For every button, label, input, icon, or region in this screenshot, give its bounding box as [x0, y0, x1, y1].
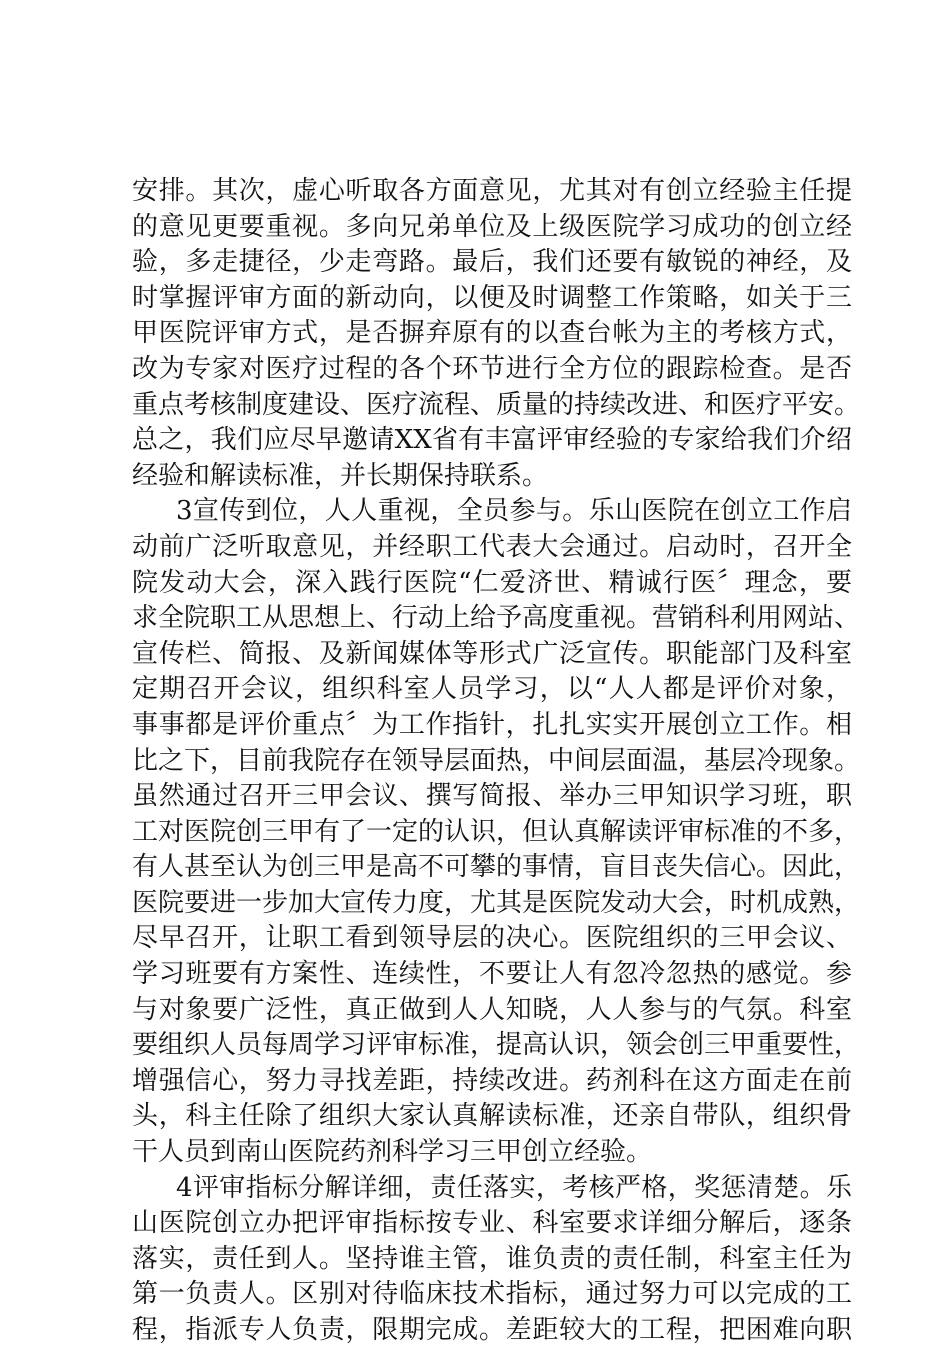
text-line: 总之，我们应尽早邀请XX省有丰富评审经验的专家给我们介绍: [132, 425, 852, 456]
text-line: 增强信心，努力寻找差距，持续改进。药剂科在这方面走在前: [132, 1065, 852, 1096]
text-line: 有人甚至认为创三甲是高不可攀的事情，盲目丧失信心。因此，: [132, 852, 861, 883]
text-line: 头，科主任除了组织大家认真解读标准，还亲自带队，组织骨: [132, 1101, 852, 1132]
text-line: 事事都是评价重点〞为工作指针，扎扎实实开展创立工作。相: [132, 709, 852, 740]
paragraph-start-line: 4评审指标分解详细，责任落实，考核严格，奖惩清楚。乐: [176, 1172, 852, 1203]
text-line: 验，多走捷径，少走弯路。最后，我们还要有敏锐的神经，及: [132, 247, 852, 278]
text-line: 甲医院评审方式，是否摒弃原有的以查台帐为主的考核方式，: [132, 318, 852, 349]
text-line: 院发动大会，深入践行医院“仁爱济世、精诚行医〞理念，要: [132, 567, 852, 598]
text-line: 的意见更要重视。多向兄弟单位及上级医院学习成功的创立经: [132, 211, 852, 242]
text-line: 求全院职工从思想上、行动上给予高度重视。营销科利用网站、: [132, 603, 861, 634]
text-line: 工对医院创三甲有了一定的认识，但认真解读评审标准的不多，: [132, 816, 861, 847]
text-line: 比之下，目前我院存在领导层面热，中间层面温，基层冷现象。: [132, 745, 861, 776]
text-line: 落实，责任到人。坚持谁主管，谁负责的责任制，科室主任为: [132, 1243, 852, 1274]
text-line: 定期召开会议，组织科室人员学习，以“人人都是评价对象，: [132, 674, 852, 705]
text-line: 改为专家对医疗过程的各个环节进行全方位的跟踪检查。是否: [132, 353, 852, 384]
text-line: 与对象要广泛性，真正做到人人知晓，人人参与的气氛。科室: [132, 994, 852, 1025]
text-line: 宣传栏、简报、及新闻媒体等形式广泛宣传。职能部门及科室: [132, 638, 852, 669]
text-line: 动前广泛听取意见，并经职工代表大会通过。启动时，召开全: [132, 531, 852, 562]
text-line: 安排。其次，虚心听取各方面意见，尤其对有创立经验主任提: [132, 176, 852, 206]
text-line: 时掌握评审方面的新动向，以便及时调整工作策略，如关于三: [132, 282, 852, 313]
text-line: 程，指派专人负责，限期完成。差距较大的工程，把困难向职: [132, 1315, 852, 1345]
text-line: 医院要进一步加大宣传力度，尤其是医院发动大会，时机成熟，: [132, 887, 861, 918]
paragraph-start-line: 3宣传到位，人人重视，全员参与。乐山医院在创立工作启: [176, 496, 852, 527]
text-line: 山医院创立办把评审指标按专业、科室要求详细分解后，逐条: [132, 1208, 852, 1239]
text-line: 要组织人员每周学习评审标准，提高认识，领会创三甲重要性，: [132, 1030, 861, 1061]
document-body: [132, 174, 861, 1349]
text-line: 虽然通过召开三甲会议、撰写简报、举办三甲知识学习班，职: [132, 781, 852, 812]
text-line: 学习班要有方案性、连续性，不要让人有忽冷忽热的感觉。参: [132, 959, 852, 990]
text-line: 重点考核制度建设、医疗流程、质量的持续改进、和医疗平安。: [132, 389, 861, 420]
text-line: 干人员到南山医院药剂科学习三甲创立经验。: [132, 1137, 653, 1168]
text-line: 经验和解读标准，并长期保持联系。: [132, 460, 549, 491]
text-line: 第一负责人。区别对待临床技术指标，通过努力可以完成的工: [132, 1279, 852, 1310]
text-line: 尽早召开，让职工看到领导层的决心。医院组织的三甲会议、: [132, 923, 852, 954]
